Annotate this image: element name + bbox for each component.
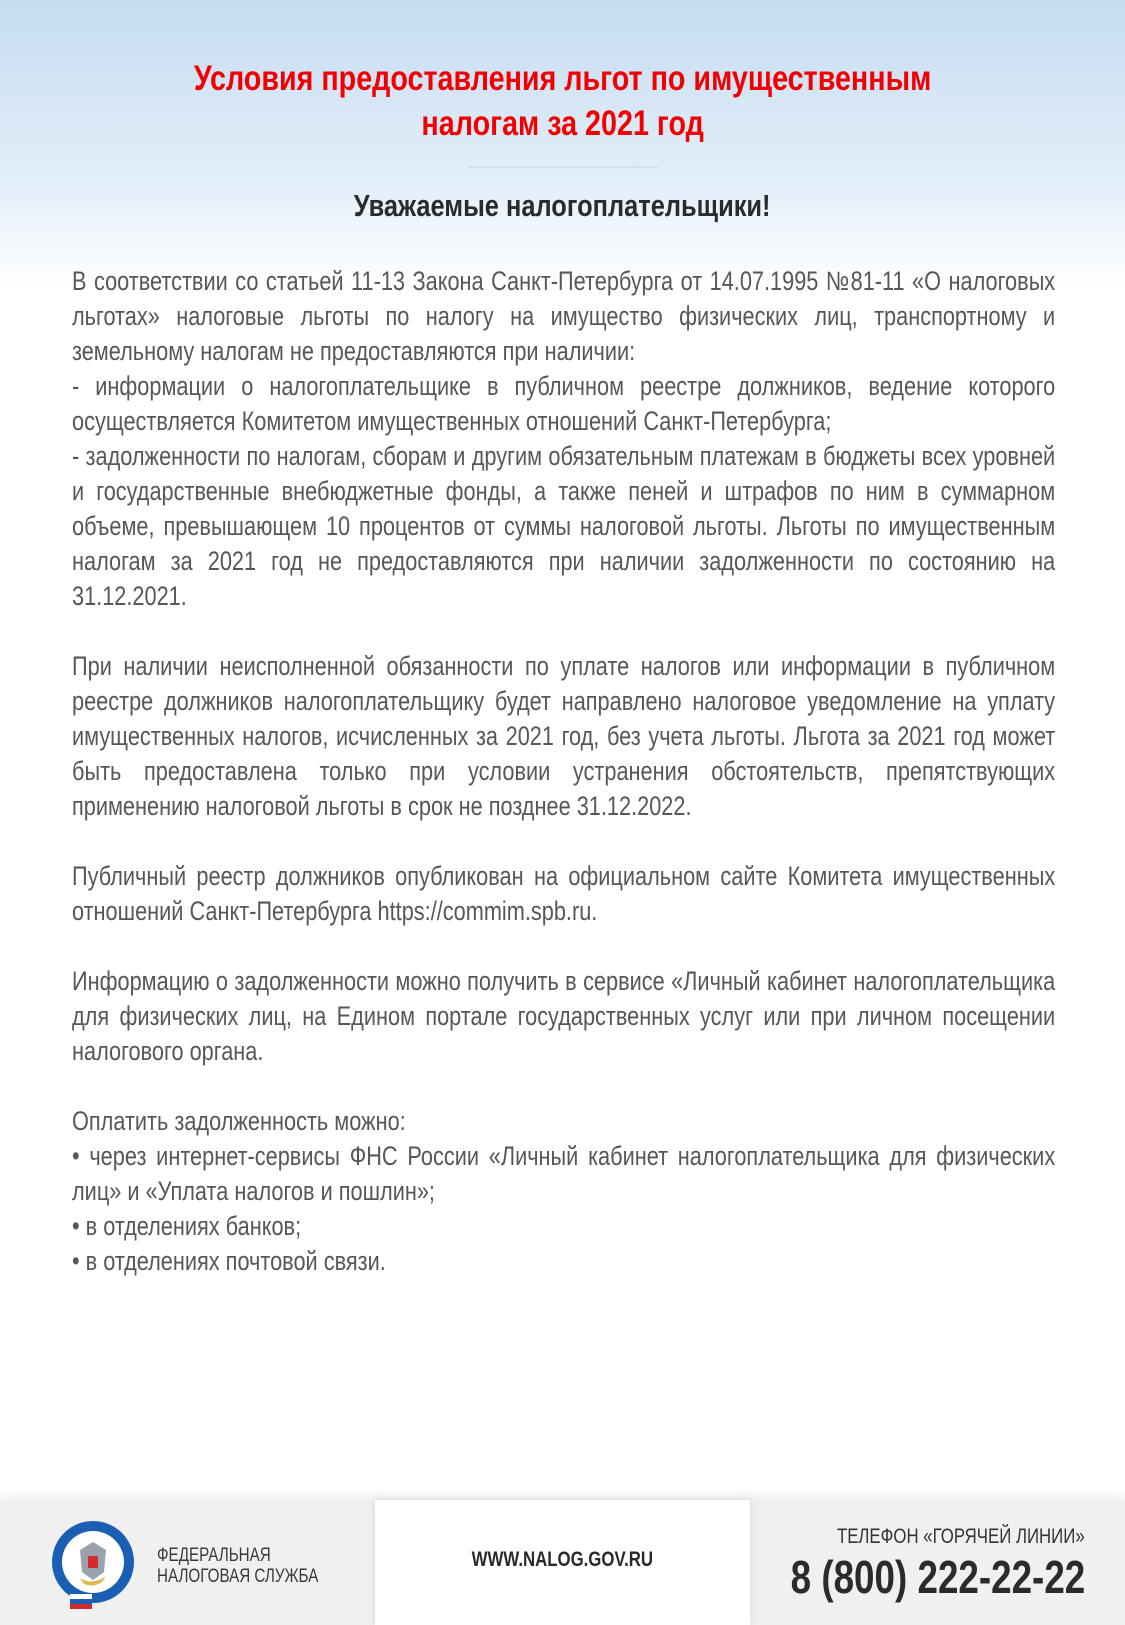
paragraph: Оплатить задолженность можно: [72,1106,406,1136]
paragraph: При наличии неисполненной обязанности по уплате налогов или информации в публичном реестре должников налогоплательщику будет направлено налоговое уведомление на уплату имущественных налогов, исчисленных за 2021 год, без учета льготы. Льгота за 2021 год может быть предоставлена только при условии устранения обстоятельств, препятствующих применению налоговой льготы в срок не позднее 31.12.2022. [72,651,1056,821]
paragraph: Информацию о задолженности можно получить в сервисе «Личный кабинет налогоплательщика для физических лиц, на Едином портале государственных услуг или при личном посещении налогового органа. [72,966,1056,1066]
org-line-2: НАЛОГОВАЯ СЛУЖБА [157,1566,319,1587]
list-item: - задолженности по налогам, сборам и другим обязательным платежам в бюджеты всех уровней и государственные внебюджетные фонды, а также пеней и штрафов по ним в суммарном объеме, превышающем 10 процентов от суммы налоговой льготы. Льготы по имущественным налогам за 2021 год не предоставляются при наличии задолженности по состоянию на 31.12.2021. [72,441,1056,611]
hotline-label: ТЕЛЕФОН «ГОРЯЧЕЙ ЛИНИИ» [837,1525,1085,1548]
list-item: • в отделениях почтовой связи. [72,1246,386,1276]
footer [0,1500,1125,1625]
paragraph: Публичный реестр должников опубликован на официальном сайте Комитета имущественных отношений Санкт-Петербурга https://commim.spb.ru. [72,861,1056,926]
title-line-2: налогам за 2021 год [421,104,704,143]
website-link[interactable]: WWW.NALOG.GOV.RU [471,1548,654,1571]
fns-name [157,1545,318,1587]
hotline-phone[interactable]: 8 (800) 222-22-22 [790,1551,1085,1603]
document-body [72,264,1055,1279]
divider [468,166,658,168]
org-line-1: ФЕДЕРАЛЬНАЯ [157,1545,271,1566]
fns-emblem-icon [50,1520,136,1610]
page-title [0,56,1125,146]
list-item: • через интернет-сервисы ФНС России «Личный кабинет налогоплательщика для физических лиц» и «Уплата налогов и пошлин»; [72,1141,1056,1206]
list-item: - информации о налогоплательщике в публичном реестре должников, ведение которого осуществляется Комитетом имущественных отношений Санкт-Петербурга; [72,371,1056,436]
greeting: Уважаемые налогоплательщики! [354,188,771,223]
paragraph: В соответствии со статьей 11-13 Закона Санкт-Петербурга от 14.07.1995 №81-11 «О налоговых льготах» налоговые льготы по налогу на имущество физических лиц, транспортному и земельному налогам не предоставляются при наличии: [72,266,1056,366]
title-line-1: Условия предоставления льгот по имущественным [193,59,932,98]
list-item: • в отделениях банков; [72,1211,302,1241]
